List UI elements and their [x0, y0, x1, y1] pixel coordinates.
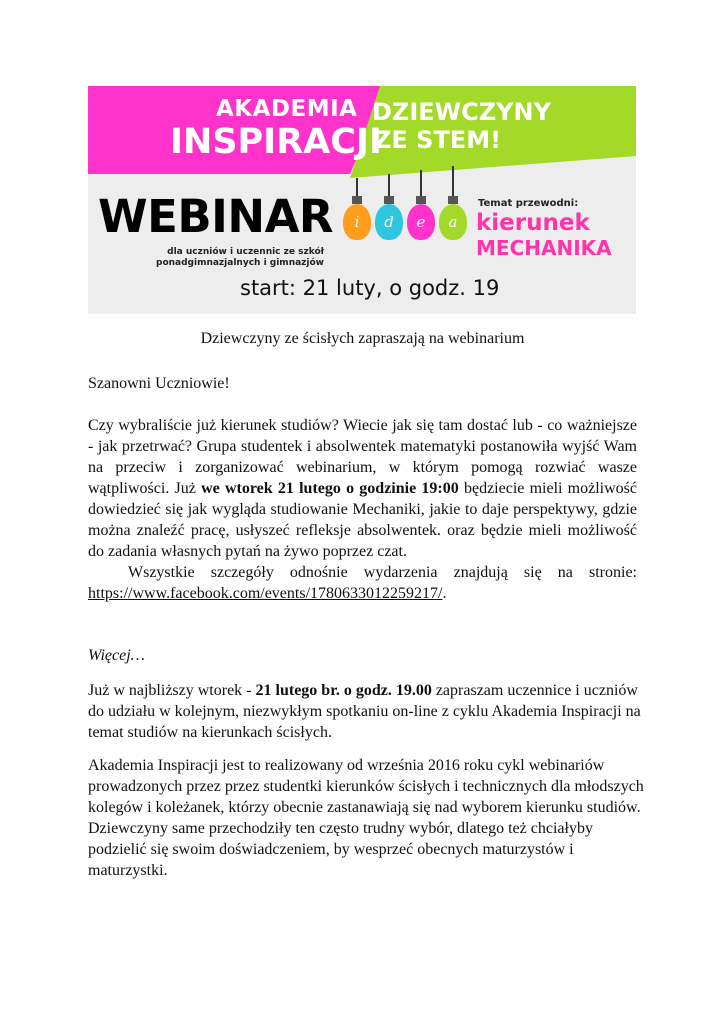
bulb-wire: [388, 174, 390, 198]
paragraph-invite-text: [88, 680, 648, 743]
p1-start: Czy wybraliście już kierunek studiów? Wiecie jak się tam dostać lub - co ważniejsze - jak przetrwać? Grupa studentek i absolwentek matematyki postanowiła wyjść Wam na przeciw i zorganizować webinarium, w którym pomogą rozwiać wasze wątpliwości. Już: [88, 417, 637, 497]
banner-inspiracji: INSPIRACJI: [170, 122, 382, 162]
banner-dziewczyny: DZIEWCZYNY: [372, 98, 551, 126]
p2-text: Wszystkie szczegóły odnośnie wydarzenia znajdują się na stronie:: [128, 564, 637, 581]
banner-akademia: AKADEMIA: [216, 96, 358, 122]
p1-date-bold: we wtorek 21 lutego o godzinie 19:00: [201, 480, 459, 497]
paragraph-about: [88, 755, 648, 881]
banner-webinar: WEBINAR: [98, 190, 334, 243]
p3-date-bold: 21 lutego br. o godz. 19.00: [255, 682, 432, 699]
banner-subtitle-2: ponadgimnazjalnych i gimnazjów: [156, 258, 324, 268]
banner-start-date: start: 21 luty, o godz. 19: [240, 276, 500, 300]
p1-end: będziecie mieli możliwość dowiedzieć się jak wygląda studiowanie Mechaniki, jakie to daje perspektywy, gdzie można znaleźć pracę, usłyszeć refleksje absolwentek. oraz będzie mieli możliwość do zadania własnych pytań na żywo poprzez czat.: [88, 480, 638, 560]
bulb-base: [352, 196, 362, 204]
link-suffix: .: [442, 585, 447, 602]
webinar-banner: [88, 86, 636, 314]
bulb-icon-d: d: [375, 204, 403, 240]
bulb-icon-i: i: [343, 204, 371, 240]
banner-subtitle-1: dla uczniów i uczennic ze szkół: [167, 247, 324, 257]
banner-ze-stem: ZE STEM!: [374, 126, 502, 154]
bulb-wire: [356, 178, 358, 198]
document-title: Dziewczyny ze ścisłych zapraszają na webinarium: [200, 330, 525, 347]
bulb-base: [448, 196, 458, 204]
banner-temat-label: Temat przewodni:: [478, 198, 579, 209]
bulb-wire: [452, 166, 454, 198]
greeting: Szanowni Uczniowie!: [88, 375, 230, 392]
bulb-icon-e: e: [407, 204, 435, 240]
paragraph-details: [88, 562, 637, 604]
more-heading: Więcej…: [88, 647, 145, 664]
bulb-wire: [420, 170, 422, 198]
paragraph-about-text: Akademia Inspiracji jest to realizowany od września 2016 roku cykl webinariów prowadzonych przez przez studentki kierunków ścisłych i technicznych dla młodszych kolegów i koleżanek, którzy obecnie zastanawiają się nad wyborem kierunku studiów. Dziewczyny same przechodziły ten często trudny wybór, dlatego też chciałyby podzielić się swoim doświadczeniem, by wesprzeć obecnych maturzystów i maturzystki.: [88, 757, 644, 879]
paragraph-intro-text: [88, 415, 637, 562]
p3-end: zapraszam uczennice i uczniów do udziału w kolejnym, niezwykłym spotkaniu on-line z cyklu Akademia Inspiracji na temat studiów na kierunkach ścisłych.: [88, 682, 641, 741]
bulb-base: [416, 196, 426, 204]
banner-mechanika: MECHANIKA: [476, 236, 612, 260]
bulb-base: [384, 196, 394, 204]
banner-kierunek: kierunek: [476, 210, 590, 236]
p3-start: Już w najbliższy wtorek -: [88, 682, 256, 699]
facebook-event-link[interactable]: https://www.facebook.com/events/1780633012259217/: [88, 585, 443, 602]
paragraph-intro: [88, 415, 637, 604]
bulb-icon-a: a: [439, 204, 467, 240]
paragraph-invite: [88, 680, 648, 743]
